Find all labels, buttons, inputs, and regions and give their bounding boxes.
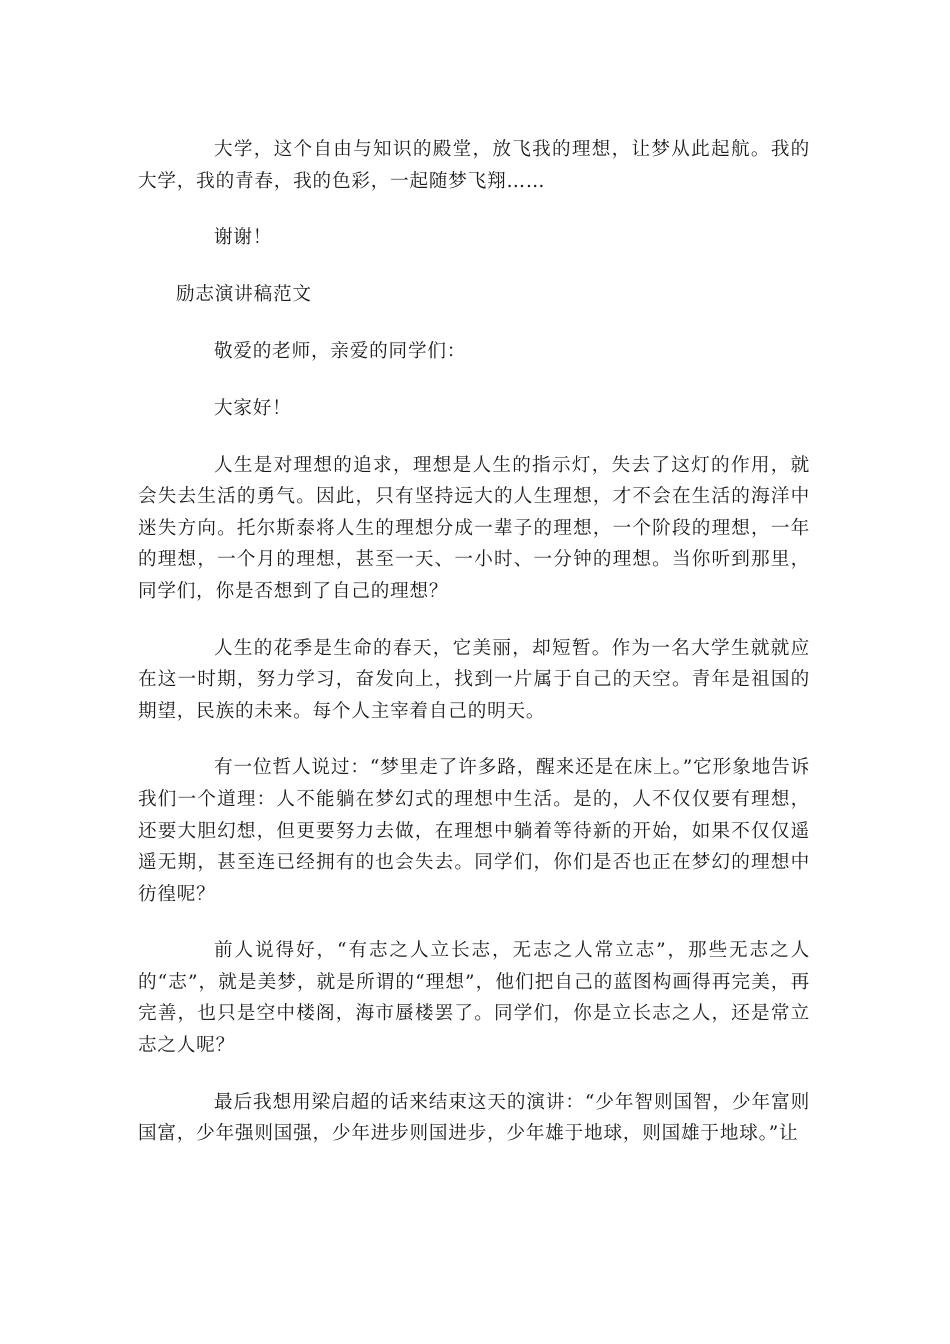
paragraph-philosopher: 有一位哲人说过：“梦里走了许多路，醒来还是在床上。”它形象地告诉我们一个道理：人不能躺在梦幻式的理想中生活。是的，人不仅仅要有理想，还要大胆幻想，但更要努力去做，在理想中躺着等待新的开始，如果不仅仅遥遥无期，甚至连已经拥有的也会失去。同学们，你们是否也正在梦幻的理想中彷徨呢？ bbox=[138, 757, 810, 905]
document-body bbox=[138, 134, 810, 1175]
paragraph-conclusion: 最后我想用梁启超的话来结束这天的演讲：“少年智则国智，少年富则国富，少年强则国强，少年进步则国进步，少年雄于地球，则国雄于地球。”让 bbox=[138, 1091, 810, 1145]
paragraph-ideal: 人生是对理想的追求，理想是人生的指示灯，失去了这灯的作用，就会失去生活的勇气。因此，只有坚持远大的人生理想，才不会在生活的海洋中迷失方向。托尔斯泰将人生的理想分成一辈子的理想，一个阶段的理想，一年的理想，一个月的理想，甚至一天、一小时、一分钟的理想。当你听到那里，同学们，你是否想到了自己的理想？ bbox=[138, 454, 810, 602]
section-heading: 励志演讲稿范文 bbox=[176, 283, 312, 305]
paragraph-ambition: 前人说得好，“有志之人立长志，无志之人常立志”，那些无志之人的“志”，就是美梦，就是所谓的“理想”，他们把自己的蓝图构画得再完美，再完善，也只是空中楼阁，海市蜃楼罢了。同学们，你是立长志之人，还是常立志之人呢？ bbox=[138, 940, 810, 1057]
paragraph-closing-university: 大学，这个自由与知识的殿堂，放飞我的理想，让梦从此起航。我的大学，我的青春，我的色彩，一起随梦飞翔…… bbox=[138, 139, 810, 192]
paragraph-thanks: 谢谢！ bbox=[214, 227, 273, 249]
paragraph-greeting: 大家好！ bbox=[214, 397, 292, 419]
paragraph-salutation: 敬爱的老师，亲爱的同学们： bbox=[214, 341, 467, 363]
paragraph-youth: 人生的花季是生命的春天，它美丽，却短暂。作为一名大学生就就应在这一时期，努力学习，奋发向上，找到一片属于自己的天空。青年是祖国的期望，民族的未来。每个人主宰着自己的明天。 bbox=[138, 637, 810, 722]
